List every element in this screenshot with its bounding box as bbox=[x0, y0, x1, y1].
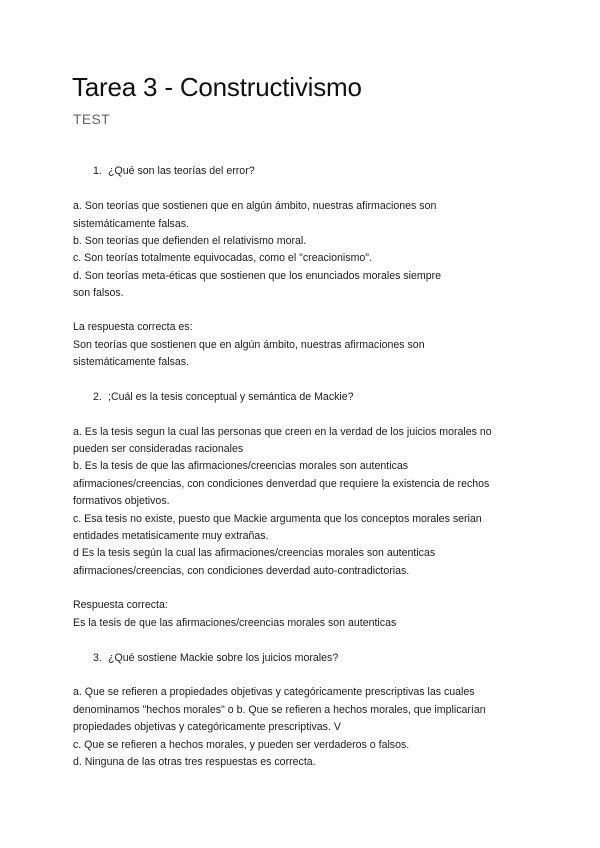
question-2-text: ;Cuál es la tesis conceptual y semántica de Mackie? bbox=[108, 391, 354, 403]
q3-option-a: a. Que se refieren a propiedades objetivas y categóricamente prescriptivas las cuales bbox=[73, 686, 475, 698]
question-3-text: ¿Qué sostiene Mackie sobre los juicios morales? bbox=[108, 652, 339, 664]
page-subtitle: TEST bbox=[73, 111, 110, 127]
q3-option-d: d. Ninguna de las otras tres respuestas es correcta. bbox=[73, 756, 316, 768]
q3-option-a-cont2: propiedades objetivas y categóricamente prescriptivas. V bbox=[73, 721, 341, 733]
q2-option-b-cont2: formativos objetivos. bbox=[73, 495, 170, 507]
q1-option-c: c. Son teorías totalmente equivocadas, como el "creacionismo". bbox=[73, 252, 372, 264]
q2-answer: Es la tesis de que las afirmaciones/creencias morales son autenticas bbox=[73, 617, 397, 629]
q1-answer-label: La respuesta correcta es: bbox=[73, 321, 193, 333]
question-2-number: 2. bbox=[93, 391, 102, 403]
q2-option-c: c. Esa tesis no existe, puesto que Mackie argumenta que los conceptos morales serian bbox=[73, 513, 482, 525]
q2-option-b-cont: afirmaciones/creencias, con condiciones denverdad que requiere la existencia de rechos bbox=[73, 478, 490, 490]
q3-option-a-cont: denominamos "hechos morales" o b. Que se refieren a hechos morales, que implicarían bbox=[73, 704, 486, 716]
q1-option-d: d. Son teorías meta-éticas que sostienen que los enunciados morales siempre bbox=[73, 270, 442, 282]
q3-option-c: c. Que se refieren a hechos morales, y pueden ser verdaderos o falsos. bbox=[73, 739, 410, 751]
q2-answer-label: Respuesta correcta: bbox=[73, 599, 168, 611]
q2-option-a-cont: pueden ser consideradas racionales bbox=[73, 443, 244, 455]
q2-option-a: a. Es la tesis segun la cual las personas que creen en la verdad de los juicios morales no bbox=[73, 426, 492, 438]
q1-option-a-cont: sistemáticamente falsas. bbox=[73, 218, 189, 230]
q2-option-c-cont: entidades metatisicamente muy extrañas. bbox=[73, 530, 269, 542]
question-3-number: 3. bbox=[93, 652, 102, 664]
q1-option-b: b. Son teorías que defienden el relativismo moral. bbox=[73, 235, 307, 247]
q1-option-d-cont: son falsos. bbox=[73, 287, 124, 299]
question-1-text: ¿Qué son las teorías del error? bbox=[108, 165, 255, 177]
page-title: Tarea 3 - Constructivismo bbox=[72, 72, 362, 102]
q1-answer: Son teorías que sostienen que en algún ámbito, nuestras afirmaciones son bbox=[73, 339, 425, 351]
q1-answer-cont: sistemáticamente falsas. bbox=[73, 356, 189, 368]
q1-option-a: a. Son teorías que sostienen que en algún ámbito, nuestras afirmaciones son bbox=[73, 200, 437, 212]
q2-option-d-cont: afirmaciones/creencias, con condiciones deverdad auto-contradictorias. bbox=[73, 565, 410, 577]
q2-option-d: d Es la tesis según la cual las afirmaciones/creencias morales son autenticas bbox=[73, 547, 436, 559]
question-1-number: 1. bbox=[93, 165, 102, 177]
q2-option-b: b. Es la tesis de que las afirmaciones/creencias morales son autenticas bbox=[73, 460, 409, 472]
